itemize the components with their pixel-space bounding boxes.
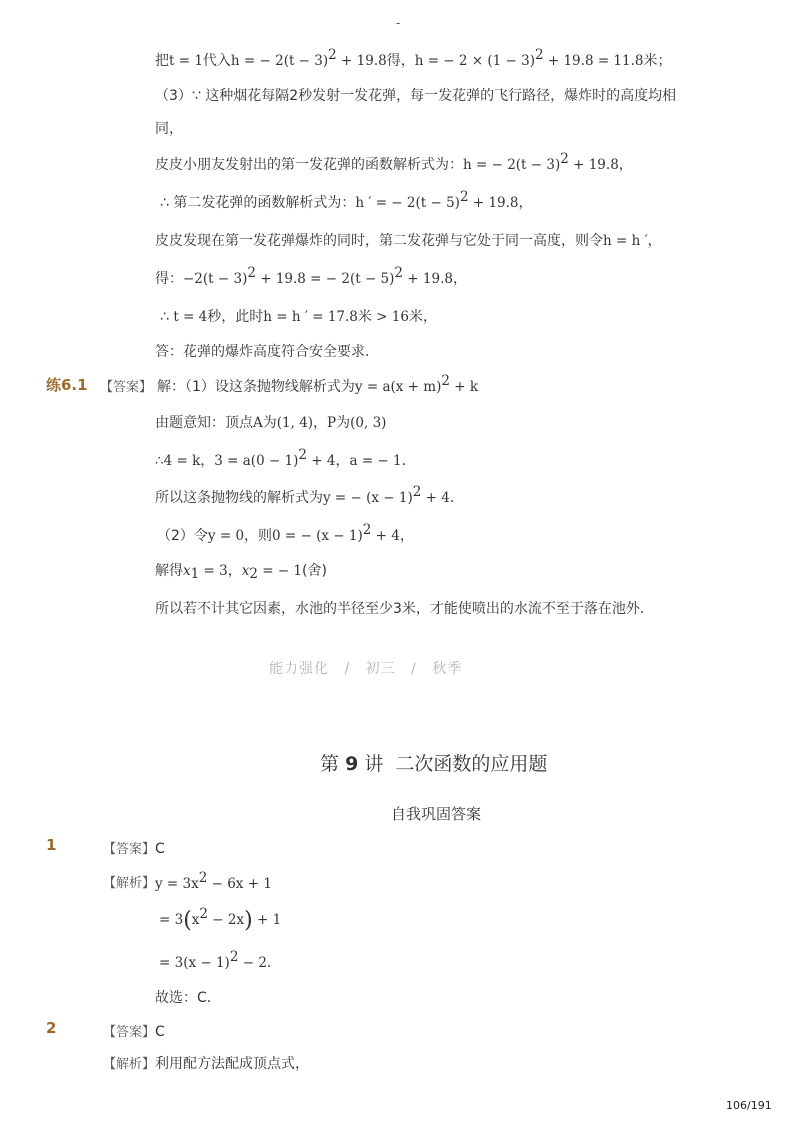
lecture-title: 第 9 讲 二次函数的应用题 (320, 753, 548, 775)
analysis-bracket: 【解析】 (103, 876, 156, 891)
solution-line-6: 皮皮发现在第一发花弹爆炸的同时，第二发花弹与它处于同一高度，则令h = h ′， (155, 233, 662, 249)
answer-bracket: 【答案】C (103, 1024, 165, 1040)
solution-line-8: ∴ t = 4秒，此时h = h ′ = 17.8米 > 16米， (160, 309, 437, 325)
solution-line-5: ∴ 第二发花弹的函数解析式为：h ′ = − $2(t - 5)^2 + 19.8$， (160, 189, 533, 211)
breadcrumb-separator: / (344, 661, 351, 677)
analysis-bracket: 【解析】利用配方法配成顶点式， (103, 1056, 310, 1072)
answer-bracket: 【答案】 (100, 380, 153, 395)
header-mark: - (396, 16, 401, 30)
practice-line-2: 由题意知：顶点A为(1, 4)，P为(0, 3) (155, 415, 387, 431)
answer-bracket: 【答案】C (103, 841, 165, 857)
analysis-text: 利用配方法配成顶点式， (155, 1056, 310, 1072)
answer-value: C (155, 841, 165, 857)
practice-line-4: 所以这条抛物线的解析式为y = − $(x - 1)^2 + 4$． (155, 484, 464, 506)
breadcrumb-part: 秋季 (432, 661, 463, 677)
breadcrumb-part: 初三 (365, 661, 396, 677)
solution-line-1: 把t = 1代入h = − $2(t - 3)^2 + 19.8$得，h = − $2 \times (1 - 3)^2 + 19.8 = 11.8$米； (155, 47, 672, 69)
page-number: 106/191 (726, 1099, 772, 1112)
practice-line-1: 解：（1）设这条抛物线解析式为$y = a(x + m)^2 + k$ (157, 373, 479, 395)
breadcrumb-separator: / (411, 661, 417, 677)
solution-line-4: 皮皮小朋友发射出的第一发花弹的函数解析式为：h = − $2(t - 3)^2 + 19.8$， (155, 151, 633, 173)
breadcrumb-part: 能力强化 (269, 661, 329, 677)
q1-math-line-1: $y = 3x^2 - 6x + 1$ (155, 870, 272, 892)
practice-line-5: （2）令y = 0，则0 = − $(x - 1)^2 + 4$， (157, 522, 414, 544)
practice-label: 练6.1 (46, 376, 88, 394)
solution-line-7: 得：$-2(t - 3)^2 + 19.8$ = − $2(t - 5)^2 + 19.8$， (155, 265, 467, 287)
solution-line-3: 同， (155, 121, 183, 137)
practice-conclusion: 所以若不计其它因素，水池的半径至少3米，才能使喷出的水流不至于落在池外． (155, 601, 654, 617)
q1-math-line-3: = $3(x - 1)^2 - 2$． (159, 949, 281, 971)
q1-math-line-2: = $3(x^2 - 2x) + 1$ (159, 906, 282, 933)
lecture-subtitle: 自我巩固答案 (391, 805, 482, 823)
answer-value: C (155, 1024, 165, 1040)
practice-line-3: ∴4 = k，$3 = a(0 - 1)^2 + 4$，a = − 1． (155, 447, 416, 469)
solution-conclusion: 答：花弹的爆炸高度符合安全要求． (155, 344, 379, 360)
question-number: 2 (46, 1019, 57, 1037)
question-number: 1 (46, 836, 57, 854)
solution-line-2: （3）∵ 这种烟花每隔2秒发射一发花弹，每一发花弹的飞行路径，爆炸时的高度均相 (155, 88, 677, 104)
q1-choice: 故选：C． (155, 990, 221, 1006)
section-breadcrumb (269, 658, 462, 678)
practice-line-6: 解得$x_1 = 3$，$x_2$ = − 1(舍) (155, 563, 327, 582)
